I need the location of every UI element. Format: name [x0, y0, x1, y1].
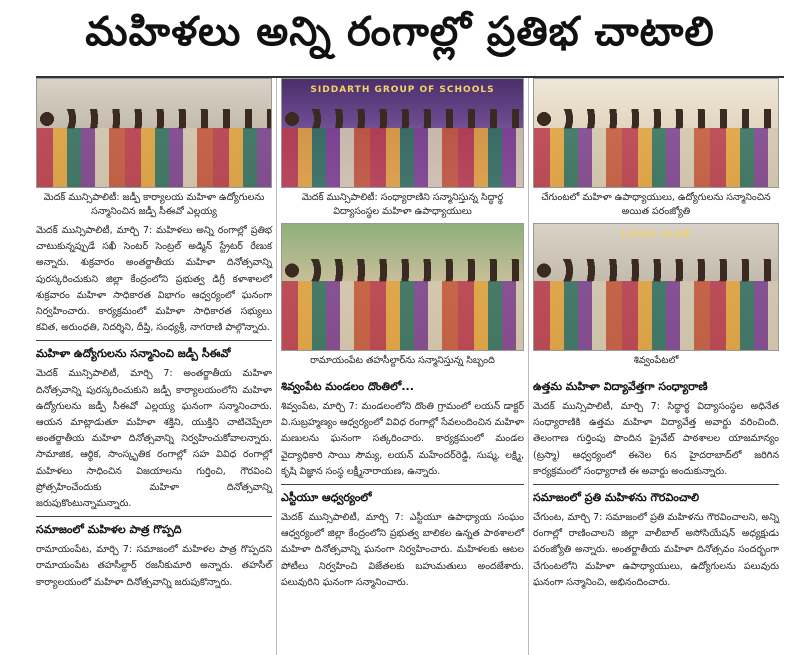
column-2 [281, 78, 524, 591]
photo-people [282, 109, 523, 128]
photo-people [37, 109, 271, 128]
photo-shivvampet [533, 223, 779, 351]
page-headline: మహిళలు అన్ని రంగాల్లో ప్రతిభ చాటాలి [85, 9, 715, 55]
photo-saris [534, 128, 778, 187]
section-heading: శివ్వంపేట మండలం దొంతిలో... [281, 380, 414, 393]
photo-banner: SIDDARTH GROUP OF SCHOOLS [310, 85, 495, 95]
column-3 [533, 78, 779, 591]
column-1 [36, 78, 272, 591]
photo-banner: LIONS CLUB [620, 230, 692, 240]
section-heading: ఎస్టీయూ ఆధ్వర్యంలో [281, 484, 524, 510]
photo-people [534, 109, 778, 128]
column-divider [528, 78, 529, 655]
photo-caption: శివ్వంపేటలో [633, 355, 679, 366]
article-body: మెదక్ మున్సిపాలిటీ, మార్చి 7: సిద్ధార్థ విద్యాసంస్థల అధినేత సంధ్యారాణికి ఉత్తమ మహిళా విద్యావేత్త అవార్డు వరించింది. తెలంగాణ గుర్తింపు పొందిన ప్రైవేట్ పాఠశాలల యాజమాన్యం (ట్రస్మా) ఆధ్వర్యంలో ఈనెల 6న హైదరాబాద్‌లో జరిగిన కార్యక్రమంలో సంధ్యారాణి ఈ అవార్డు అందుకున్నారు. [533, 401, 779, 477]
photo-caption: చేగుంటలో మహిళా ఉపాధ్యాయులు, ఉద్యోగులను సన్మానించిన అయిత పరంజ్యోతి [541, 192, 771, 217]
photo-caption: రామాయంపేట తహసీల్దార్‌ను సన్మానిస్తున్న సిబ్బంది [310, 355, 495, 366]
photo-ramayampet [281, 223, 524, 351]
photo-siddarth-school [281, 78, 524, 188]
article-body: శివ్వంపేట, మార్చి 7: మండలంలోని దొంతి గ్రామంలో లయన్ డాక్టర్ వి.సుబ్రహ్మణ్యం ఆధ్వర్యంలో వివిధ రంగాల్లో సేవలందించిన మహిళా మణులను ఘనంగా సత్కరించారు. కార్యక్రమంలో మండల వైద్యాధికారి సాయి సౌమ్య, లయన్ మహేందర్‌రెడ్డి, సుష్మ, లక్ష్మి, కృషి విజ్ఞాన సంస్థ లక్ష్మీనారాయణ, ఉన్నారు. [281, 401, 525, 477]
article-body: చేగుంట, మార్చి 7: సమాజంలో ప్రతి మహిళను గౌరవించాలని, అన్ని రంగాల్లో రాణించాలని జిల్లా వాలీబాల్ అసోసియేషన్ అధ్యక్షుడు పరంజ్యోతి అన్నారు. అంతర్జాతీయ మహిళా దినోత్సవం సందర్భంగా చేగుంటలోని మహిళా ఉపాధ్యాయులు, ఉద్యోగులను పలువురు ఘనంగా సన్మానించి, అభినందించారు. [533, 512, 779, 588]
article-body: రామాయంపేట, మార్చి 7: సమాజంలో మహిళల పాత్ర గొప్పదని రామాయంపేట తహసీల్దార్ రజనీకుమారి అన్నారు. తహసీల్ కార్యాలయంలో మహిళా దినోత్సవాన్ని జరుపుకొన్నారు. [36, 544, 272, 588]
section-heading: సమాజంలో మహిళల పాత్ర గొప్పది [36, 516, 272, 542]
photo-saris [534, 281, 778, 350]
section-heading: సమాజంలో ప్రతి మహిళను గౌరవించాలి [533, 484, 779, 510]
photo-chegunta [533, 78, 779, 188]
article-body: మెదక్ మున్సిపాలిటీ, మార్చి 7: అంతర్జాతీయ మహిళా దినోత్సవాన్ని పురస్కరించుకుని జడ్పీ కార్యాలయంలోని మహిళా ఉద్యోగులను జడ్పీ సీఈవో ఎల్లయ్య ఘనంగా సన్మానించారు. ఆయన మాట్లాడుతూ మహిళా శక్తిని, యుక్తిని చాటిచెప్పేలా అంతర్జాతీయ మహిళా దినోత్సవాన్ని నిర్వహించుకోవాలన్నారు. సామాజిక, ఆర్థిక, సాంస్కృతిక రంగాల్లో సహ వివిధ రంగాల్లో మహిళలు సాధించిన విజయాలను గుర్తించి, గౌరవించి ప్రోత్సహించేందుకు మహిళా దినోత్సవాన్ని జరుపుకొంటున్నామన్నారు. [36, 368, 272, 510]
photo-caption: మెదక్ మున్సిపాలిటీ: సంధ్యారాణిని సన్మానిస్తున్న సిద్ధార్థ విద్యాసంస్థల మహిళా ఉపాధ్యాయులు [301, 192, 504, 217]
article-intro: మెదక్ మున్సిపాలిటీ, మార్చి 7: మహిళలు అన్ని రంగాల్లో ప్రతిభ చాటుకున్నప్పుడే సఖీ సెంటర్ సెంట్రల్ అడ్మిన్ స్ట్రేటర్ రేణుక అన్నారు. శుక్రవారం అంతర్జాతీయ మహిళా దినోత్సవాన్ని పురస్కరించుకుని జిల్లా కేంద్రంలోని ప్రభుత్వ డిగ్రీ కళాశాలలో శుక్రవారం మహిళా సాధికారత విభాగం ఆధ్వర్యంలో ఘనంగా నిర్వహించారు. కార్యక్రమంలో మహిళా సాధికారత సభ్యులు కవిత, అరుంధతి, నిదర్శిని, దీప్తి, సంధ్యశ్రీ, నాగరాణి పాల్గొన్నారు. [36, 225, 272, 334]
photo-saris [282, 281, 523, 350]
photo-zp-ceo [36, 78, 272, 188]
photo-saris [37, 128, 271, 187]
article-body: మెదక్ మున్సిపాలిటీ, మార్చి 7: ఎస్టీయూ ఉపాధ్యాయ సంఘం ఆధ్వర్యంలో జిల్లా కేంద్రంలోని ప్రభుత్వ బాలికల ఉన్నత పాఠశాలలో మహిళా దినోత్సవాన్ని ఘనంగా నిర్వహించారు. మహిళలకు ఆటల పోటీలు నిర్వహించి విజేతలకు బహుమతులు అందజేశారు. పలువురిని ఘనంగా సన్మానించారు. [281, 512, 524, 588]
column-divider [276, 78, 277, 655]
photo-people [282, 259, 523, 282]
photo-caption: మెదక్ మున్సిపాలిటీ: జడ్పీ కార్యాలయ మహిళా ఉద్యోగులను సన్మానించిన జడ్పీ సీఈవో ఎల్లయ్య [43, 192, 265, 217]
section-heading: ఉత్తమ మహిళా విద్యావేత్తగా సంధ్యారాణి [533, 380, 708, 393]
photo-saris [282, 128, 523, 187]
section-heading: మహిళా ఉద్యోగులను సన్మానించి జడ్పీ సీఈవో [36, 340, 272, 366]
photo-people [534, 259, 778, 282]
